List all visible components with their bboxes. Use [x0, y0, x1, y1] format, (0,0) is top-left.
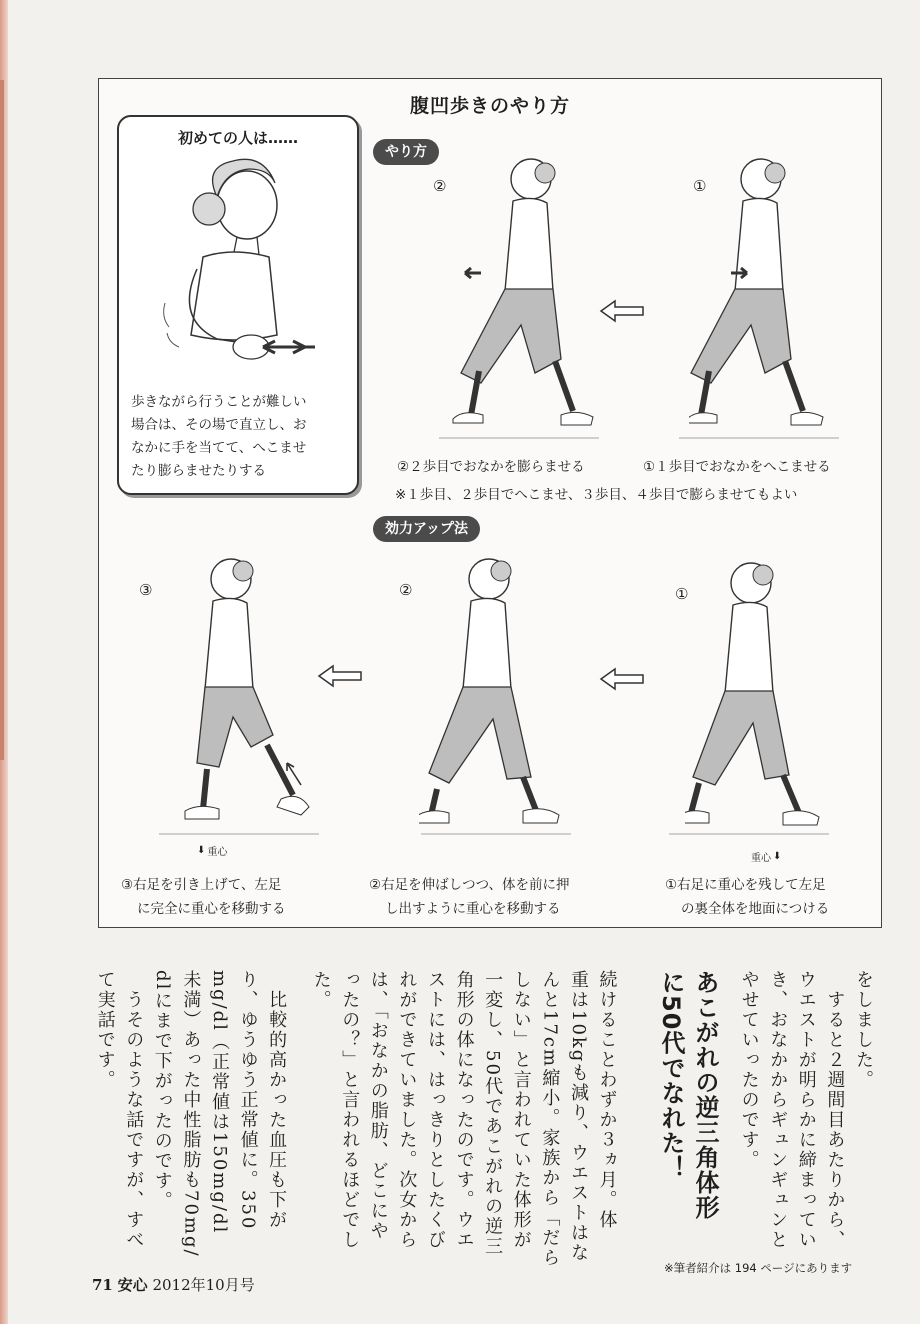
beginner-title: 初めての人は……: [177, 129, 298, 147]
body-line: れができていました。次女から: [396, 970, 418, 1250]
caption-line: ①右足に重心を残して左足: [665, 877, 826, 893]
body-line: をしました。: [852, 970, 874, 1090]
weight-marker: [197, 843, 227, 858]
body-line: うそのような話ですが、すべ: [123, 970, 145, 1250]
arrow-down-icon: ⬇: [197, 845, 206, 856]
body-line: て実話です。: [94, 970, 116, 1090]
weight-marker: [751, 849, 781, 864]
headline-line: あこがれの逆三角体形: [691, 970, 719, 1220]
body-line: mg/dl（正常値は150mg/dl: [208, 970, 230, 1235]
body-text-right: [734, 970, 877, 1250]
standing-woman-illustration: [139, 157, 339, 387]
left-arrow-icon: [317, 664, 363, 688]
page-footer: [92, 1274, 255, 1295]
author-note: ※筆者紹介は 194 ページにあります: [664, 1261, 853, 1275]
body-line: dlにまで下がったのです。: [151, 970, 173, 1212]
beginner-line: なかに手を当てて、へこませ: [131, 440, 307, 456]
body-line: 比較的高かった血圧も下が: [266, 970, 288, 1230]
magazine-name: 安心: [117, 1276, 148, 1294]
beginner-description: [131, 391, 349, 483]
body-line: しない」と言われていた体形が: [510, 970, 532, 1250]
boost-step2-caption: [369, 873, 570, 921]
illustration-panel: [98, 78, 882, 928]
body-line: やせていったのです。: [738, 970, 760, 1170]
weight-label: 重心: [207, 847, 228, 858]
caption-line: ②右足を伸ばしつつ、体を前に押: [369, 877, 570, 893]
beginner-box: [117, 115, 359, 495]
boost-step3-caption: [121, 873, 286, 921]
issue-date: 2012年10月号: [152, 1276, 255, 1294]
left-arrow-icon: [599, 667, 645, 691]
body-line: は、「おなかの脂肪、どこにや: [367, 970, 389, 1241]
arrow-down-icon: ⬇: [773, 851, 782, 862]
body-line: ウエストが明らかに締まってい: [795, 970, 817, 1250]
caption-line: し出すように重心を移動する: [385, 901, 561, 917]
caption-line: に完全に重心を移動する: [137, 901, 286, 917]
body-line: ったの？」と言われるほどでし: [339, 970, 361, 1250]
body-text-left: [90, 970, 290, 1258]
method-tag: やり方: [373, 139, 439, 165]
panel-title: 腹凹歩きのやり方: [409, 95, 570, 117]
headline-line: に50代でなれた！: [657, 970, 685, 1181]
body-line: んと17cm縮小。家族から「だら: [539, 970, 561, 1269]
boost-step2-number: ②: [399, 581, 413, 599]
method-note: ※１歩目、２歩目でへこませ、３歩目、４歩目で膨らませてもよい: [395, 487, 798, 503]
boost-step1-caption: [665, 873, 829, 921]
body-text-middle: [306, 970, 621, 1269]
walking-woman-boost1: [685, 549, 845, 839]
body-line: た。: [310, 970, 332, 1010]
method-step1-caption: ①１歩目でおなかをへこませる: [643, 459, 831, 475]
beginner-line: 場合は、その場で直立し、お: [131, 417, 307, 433]
body-line: 未満）あった中性脂肪も70mg/: [180, 970, 202, 1258]
walking-woman-boost2: [419, 549, 579, 839]
page-number: 71: [92, 1276, 113, 1294]
page-edge-shadow: [0, 80, 4, 760]
ground-line: [669, 833, 829, 835]
body-line: き、おなかからギュンギュンと: [767, 970, 789, 1250]
body-line: 重は10kgも減り、ウエストはな: [567, 970, 589, 1264]
ground-line: [439, 437, 599, 439]
walking-woman-step1: [689, 149, 839, 449]
method-step2-caption: ②２歩目でおなかを膨らませる: [397, 459, 585, 475]
body-line: 一変し、50代であこがれの逆三: [482, 970, 504, 1257]
ground-line: [159, 833, 319, 835]
boost-step1-number: ①: [675, 585, 689, 603]
boost-tag: 効力アップ法: [373, 516, 480, 542]
beginner-line: 歩きながら行うことが難しい: [131, 394, 307, 410]
headline: [654, 970, 722, 1220]
boost-step3-number: ③: [139, 581, 153, 599]
caption-line: の裏全体を地面につける: [681, 901, 830, 917]
ground-line: [421, 833, 571, 835]
method-step2-number: ②: [433, 177, 447, 195]
walking-woman-step2: [451, 149, 601, 449]
body-line: ストには、はっきりとしたくび: [424, 970, 446, 1250]
weight-label: 重心: [751, 853, 771, 864]
caption-line: ③右足を引き上げて、左足: [121, 877, 282, 893]
body-line: すると２週間目あたりから、: [824, 970, 846, 1250]
body-line: 角形の体になったのです。ウエ: [453, 970, 475, 1250]
left-arrow-icon: [599, 299, 645, 323]
method-step1-number: ①: [693, 177, 707, 195]
body-line: 続けることわずか３ヵ月。体: [596, 970, 618, 1230]
ground-line: [679, 437, 839, 439]
beginner-line: たり膨らませたりする: [131, 463, 266, 479]
body-line: り、ゆうゆう正常値に。350: [237, 970, 259, 1231]
walking-woman-boost3: [171, 549, 331, 839]
